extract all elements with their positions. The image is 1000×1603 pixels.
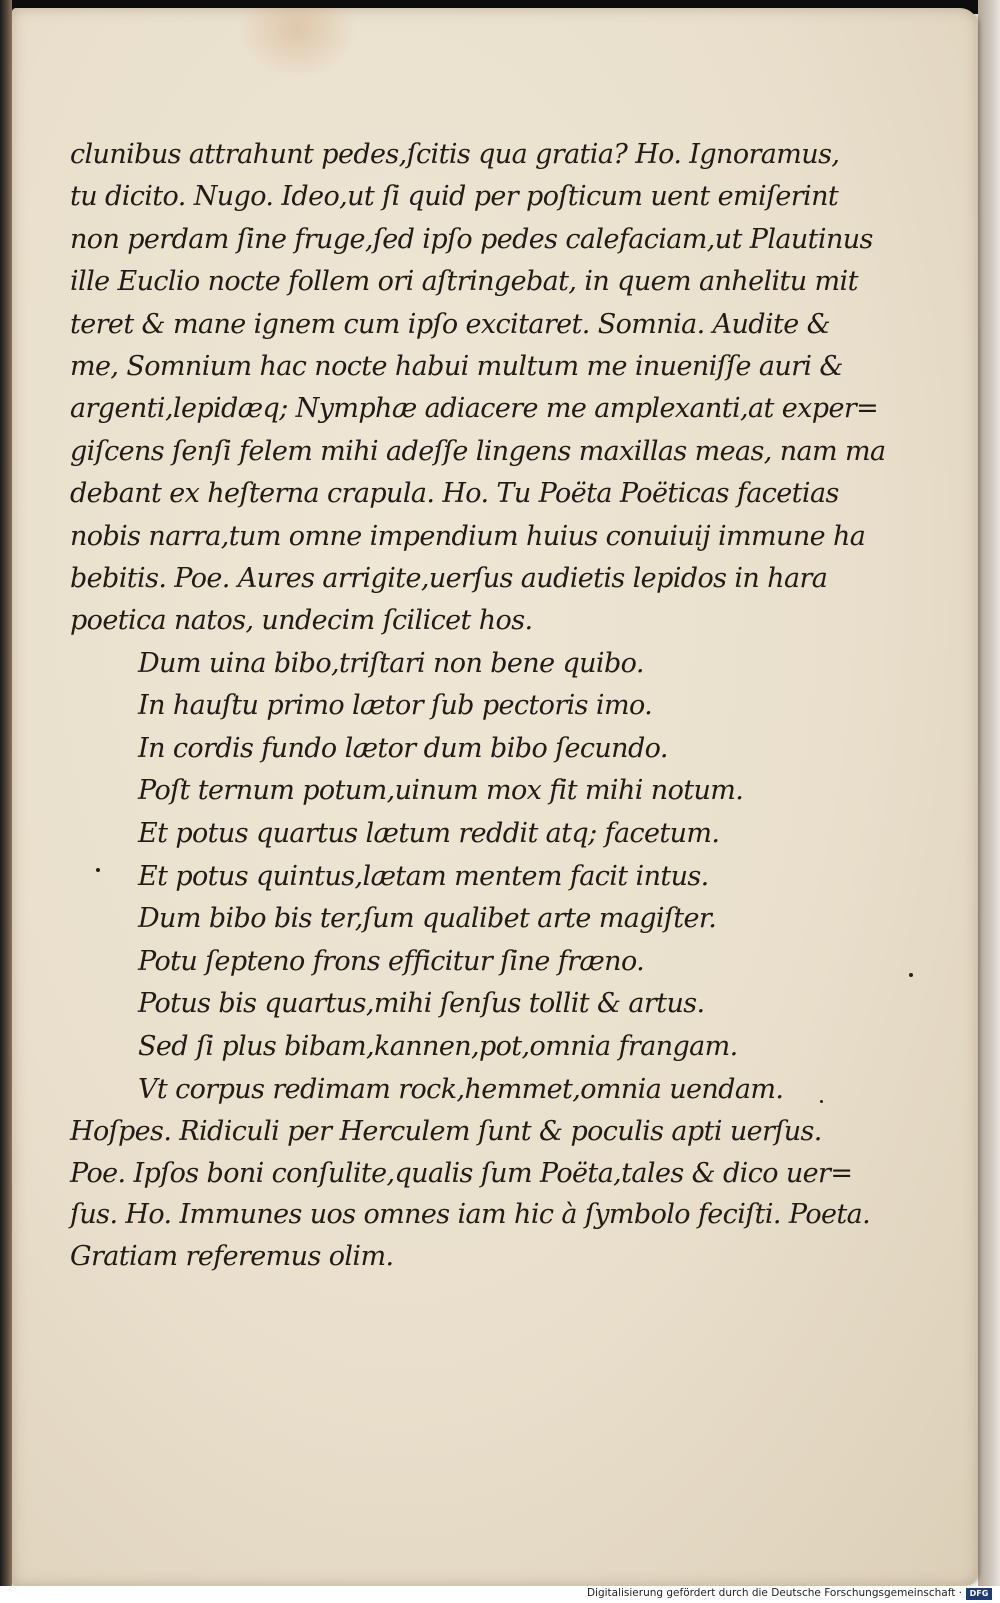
dfg-logo-icon: DFG — [966, 1588, 992, 1600]
text-line: nobis narra,tum omne impendium huius conuiuij immune ha — [70, 520, 866, 552]
text-line: non perdam ſine fruge,ſed ipſo pedes calefaciam,ut Plautinus — [70, 223, 873, 255]
text-line: debant ex heſterna crapula. Ho. Tu Poëta Poëticas facetias — [70, 478, 839, 510]
text-line: giſcens ſenſi felem mihi adeſſe lingens maxillas meas, nam ma — [70, 435, 886, 467]
verse-line: Sed ſi plus bibam,kannen,pot,omnia frangam. — [138, 1031, 738, 1063]
text-line: bebitis. Poe. Aures arrigite,uerſus audietis lepidos in hara — [70, 562, 828, 594]
verse-line: Et potus quartus lætum reddit atq; facetum. — [138, 818, 720, 850]
verse-line: Potu ſepteno frons efficitur ſine fræno. — [138, 945, 645, 977]
verse-line: Potus bis quartus,mihi ſenſus tollit & artus. — [138, 988, 705, 1020]
text-line: poetica natos, undecim ſcilicet hos. — [70, 605, 533, 637]
verse-line: In cordis fundo lætor dum bibo ſecundo. — [138, 732, 668, 764]
ink-speck — [909, 973, 913, 977]
text-line: ille Euclio nocte follem ori aſtringebat, in quem anhelitu mit — [70, 266, 858, 298]
text-line: Poe. Ipſos boni conſulite,qualis ſum Poëta,tales & dico uer= — [70, 1157, 853, 1189]
page-text — [70, 134, 886, 1277]
text-line: Gratiam referemus olim. — [70, 1240, 394, 1272]
text-line: ſus. Ho. Immunes uos omnes iam hic à ſymbolo feciſti. Poeta. — [70, 1199, 871, 1231]
verse-line: Vt corpus redimam rock,hemmet,omnia uendam. — [138, 1073, 784, 1105]
book-spine-shadow — [0, 0, 12, 1590]
text-line: clunibus attrahunt pedes,ſcitis qua gratia? Ho. Ignoramus, — [70, 139, 840, 170]
text-line: Hoſpes. Ridiculi per Herculem ſunt & poculis apti uerſus. — [70, 1116, 822, 1148]
verse-line: Dum bibo bis ter,ſum qualibet arte magiſter. — [138, 903, 717, 935]
digitization-credit: Digitalisierung gefördert durch die Deutsche Forschungsgemeinschaft · — [586, 1587, 962, 1599]
text-line: me, Somnium hac nocte habui multum me inueniſſe auri & — [70, 350, 843, 382]
paper-stain — [237, 8, 357, 78]
verse-line: Et potus quintus,lætam mentem facit intus. — [138, 860, 709, 892]
verse-line: Dum uina bibo,triſtari non bene quibo. — [138, 647, 644, 679]
verse-block — [70, 643, 850, 1112]
text-line: tu dicito. Nugo. Ideo,ut ſi quid per poſticum uent emiſerint — [70, 181, 839, 213]
text-line: teret & mane ignem cum ipſo excitaret. Somnia. Audite & — [70, 308, 831, 340]
verse-line: In hauſtu primo lætor ſub pectoris imo. — [138, 690, 653, 722]
closing-paragraph — [70, 1111, 871, 1277]
verse-line: Poſt ternum potum,uinum mox fit mihi notum. — [138, 775, 744, 807]
text-line: argenti,lepidæq; Nymphæ adiacere me amplexanti,at exper= — [70, 393, 879, 425]
book-page — [12, 8, 978, 1586]
prose-paragraph — [70, 134, 886, 643]
page-edge-shadow — [978, 0, 1000, 1590]
